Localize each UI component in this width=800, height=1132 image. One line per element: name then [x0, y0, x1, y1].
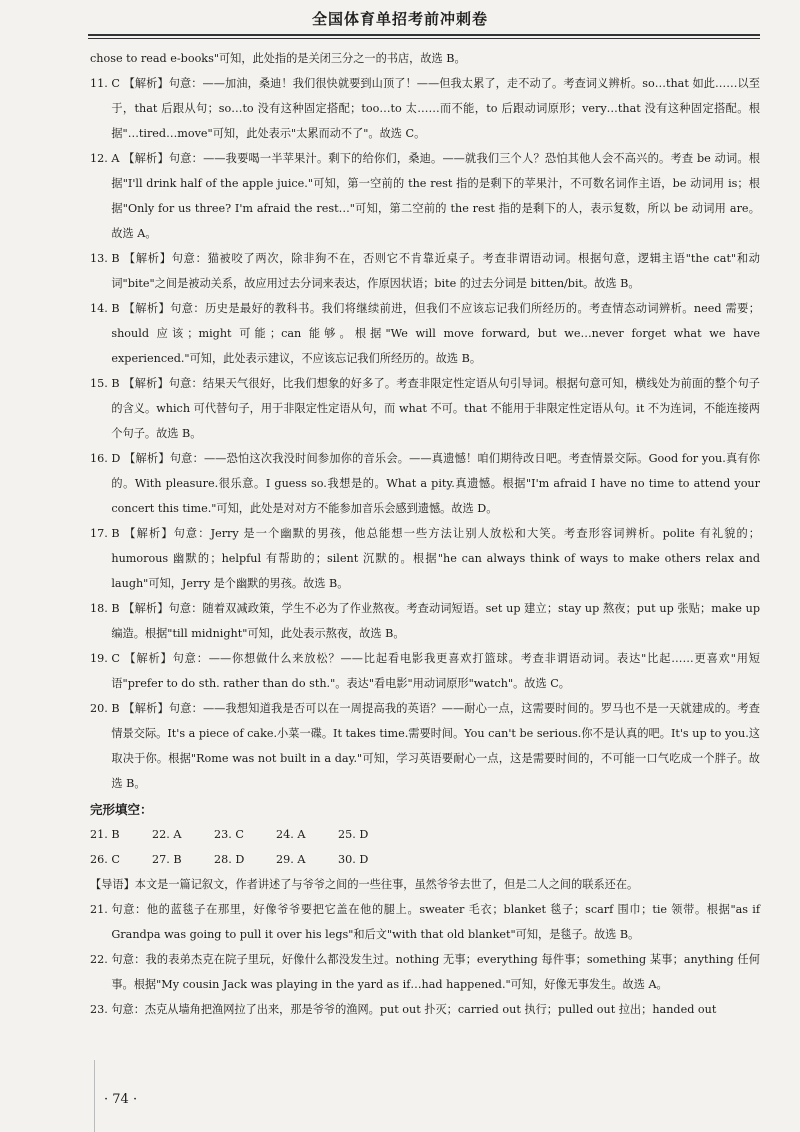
header-rule	[88, 34, 760, 36]
item-number: 17.	[90, 527, 112, 540]
item-text: B 【解析】句意：历史是最好的教科书。我们将继续前进，但我们不应该忘记我们所经历的。考查情态动词辨析。need 需要；should 应该；might 可能；can 能够。根据"We will move forward, but we…never forget what we have experienced."可知，此处表示建议，不应该忘记我们所经历的。故选 B。	[111, 302, 760, 365]
item-text: B 【解析】句意：随着双减政策，学生不必为了作业熬夜。考查动词短语。set up 建立；stay up 熬夜；put up 张贴；make up 编造。根据"till midnight"可知，此处表示熬夜，故选 B。	[111, 602, 760, 640]
answer-key: 22. A	[152, 828, 182, 841]
explanation-item	[90, 646, 760, 696]
item-text: A 【解析】句意：——我要喝一半苹果汁。剩下的给你们，桑迪。——就我们三个人？恐怕其他人会不高兴的。考查 be 动词。根据"I'll drink half of the apple juice."可知，第一空前的 the rest 指的是剩下的苹果汁，不可数名词作主语，be 动词用 is；根据"Only for us three? I'm afraid the rest…"可知，第二空前的 the rest 指的是剩下的人，表示复数，所以 be 动词用 are。故选 A。	[111, 152, 760, 240]
item-text: B 【解析】句意：——我想知道我是否可以在一周提高我的英语？——耐心一点，这需要时间的。罗马也不是一天就建成的。考查情景交际。It's a piece of cake.小菜一碟。It takes time.需要时间。You can't be serious.你不是认真的吧。It's up to you.这取决于你。根据"Rome was not built in a day."可知，学习英语要耐心一点，这是需要时间的，不可能一口气吃成一个胖子。故选 B。	[111, 702, 760, 790]
item-number: 16.	[90, 452, 112, 465]
explanation-item	[90, 71, 760, 146]
lead-in-text: chose to read e-books"可知，此处指的是关闭三分之一的书店，故选 B。	[90, 52, 466, 65]
item-number: 14.	[90, 302, 112, 315]
cloze-section-title: 完形填空：	[90, 802, 153, 817]
answer-key: 24. A	[276, 828, 306, 841]
explanation-item	[90, 446, 760, 521]
item-text: 句意：我的表弟杰克在院子里玩，好像什么都没发生过。nothing 无事；everything 每件事；something 某事；anything 任何事。根据"My cousin Jack was playing in the yard as if…had happened."可知，好像无事发生。故选 A。	[111, 953, 760, 991]
answer-key: 23. C	[214, 828, 244, 841]
explanation-list	[90, 71, 760, 796]
header-rule-thin	[88, 38, 760, 39]
item-number: 21.	[90, 903, 112, 916]
item-text: C 【解析】句意：——加油，桑迪！我们很快就要到山顶了！——但我太累了，走不动了。考查词义辨析。so…that 如此……以至于，that 后跟从句；so…to 没有这种固定搭配；too…to 太……而不能，to 后跟动词原形；very…that 没有这种固定搭配。根据"…tired…move"可知，此处表示"太累而动不了"。故选 C。	[111, 77, 760, 140]
item-text: 句意：他的蓝毯子在那里，好像爷爷要把它盖在他的腿上。sweater 毛衣；blanket 毯子；scarf 围巾；tie 领带。根据"as if Grandpa was going to pull it over his legs"和后文"with that old blanket"可知，是毯子。故选 B。	[111, 903, 760, 941]
item-text: C 【解析】句意：——你想做什么来放松？——比起看电影我更喜欢打篮球。考查非谓语动词。表达"比起……更喜欢"用短语"prefer to do sth. rather than do sth."。表达"看电影"用动词原形"watch"。故选 C。	[111, 652, 760, 690]
answer-key: 30. D	[338, 853, 369, 866]
item-text: B 【解析】句意：结果天气很好，比我们想象的好多了。考查非限定性定语从句引导词。根据句意可知，横线处为前面的整个句子的含义。which 可代替句子，用于非限定性定语从句，而 what 不可。that 不能用于非限定性定语从句。it 不为连词，不能连接两个句子。故选 B。	[111, 377, 760, 440]
answer-key: 28. D	[214, 853, 245, 866]
answer-row	[90, 847, 760, 872]
explanation-item	[90, 596, 760, 646]
cloze-item	[90, 947, 760, 997]
cloze-item	[90, 997, 760, 1022]
item-text: D 【解析】句意：——恐怕这次我没时间参加你的音乐会。——真遗憾！咱们期待改日吧。考查情景交际。Good for you.真有你的。With pleasure.很乐意。I guess so.我想是的。What a pity.真遗憾。根据"I'm afraid I have no time to attend your concert this time."可知，此处是对对方不能参加音乐会感到遗憾。故选 D。	[111, 452, 760, 515]
explanation-item	[90, 696, 760, 796]
explanation-item	[90, 146, 760, 246]
item-text: 句意：杰克从墙角把渔网拉了出来，那是爷爷的渔网。put out 扑灭；carried out 执行；pulled out 拉出；handed out	[111, 1003, 717, 1016]
answer-key: 27. B	[152, 853, 182, 866]
page-number: · 74 ·	[104, 1092, 138, 1107]
item-number: 15.	[90, 377, 112, 390]
explanation-item	[90, 246, 760, 296]
item-text: B 【解析】句意：猫被咬了两次，除非狗不在，否则它不肯靠近桌子。考查非谓语动词。根据句意，逻辑主语"the cat"和动词"bite"之间是被动关系，故应用过去分词来表达，作原因状语；bite 的过去分词是 bitten/bit。故选 B。	[111, 252, 760, 290]
cloze-guide: 【导语】本文是一篇记叙文，作者讲述了与爷爷之间的一些往事，虽然爷爷去世了，但是二人之间的联系还在。	[90, 878, 639, 891]
explanation-item	[90, 521, 760, 596]
answer-key: 26. C	[90, 853, 120, 866]
item-number: 23.	[90, 1003, 112, 1016]
item-number: 12.	[90, 152, 112, 165]
answer-row	[90, 822, 760, 847]
explanation-item	[90, 371, 760, 446]
answer-key: 29. A	[276, 853, 306, 866]
item-number: 18.	[90, 602, 112, 615]
binding-margin-line	[94, 1060, 95, 1132]
explanation-item	[90, 296, 760, 371]
answer-key: 21. B	[90, 828, 120, 841]
item-number: 13.	[90, 252, 112, 265]
item-number: 11.	[90, 77, 112, 90]
item-number: 19.	[90, 652, 112, 665]
cloze-item	[90, 897, 760, 947]
answer-key: 25. D	[338, 828, 369, 841]
page-content	[90, 46, 760, 1022]
item-number: 22.	[90, 953, 112, 966]
page-header: 全国体育单招考前冲刺卷	[311, 10, 488, 28]
item-text: B 【解析】句意：Jerry 是一个幽默的男孩，他总能想一些方法让别人放松和大笑。考查形容词辨析。polite 有礼貌的；humorous 幽默的；helpful 有帮助的；silent 沉默的。根据"he can always think of ways to make others relax and laugh"可知，Jerry 是个幽默的男孩。故选 B。	[111, 527, 760, 590]
item-number: 20.	[90, 702, 112, 715]
